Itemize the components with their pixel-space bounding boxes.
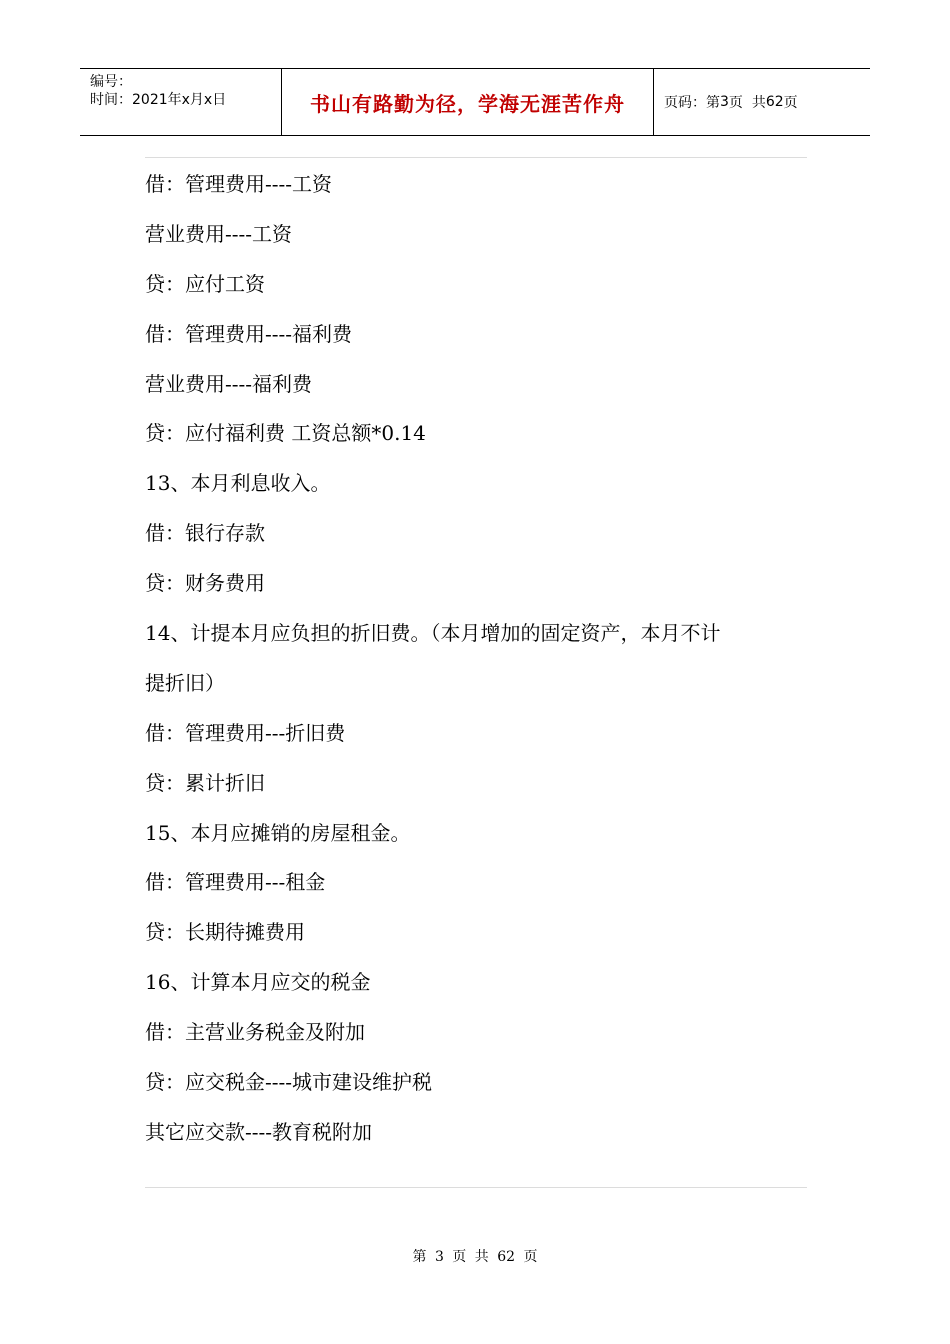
body-line: 16、计算本月应交的税金 xyxy=(145,970,371,995)
page-total: 62 xyxy=(765,94,784,110)
body-line: 借：银行存款 xyxy=(145,521,265,546)
body-line: 贷：财务费用 xyxy=(145,571,265,596)
document-time-label: 时间：2021年x月x日 xyxy=(90,92,227,108)
body-line: 贷：应付福利费 工资总额*0.14 xyxy=(145,421,426,446)
body-line: 13、本月利息收入。 xyxy=(145,471,331,496)
body-line: 贷：应交税金----城市建设维护税 xyxy=(145,1070,433,1095)
header-page-indicator xyxy=(654,69,870,135)
page-prefix: 页码：第 xyxy=(664,95,720,111)
body-line: 借：管理费用----福利费 xyxy=(145,321,353,346)
page-mid: 页 共 xyxy=(728,95,766,111)
top-divider xyxy=(145,157,807,158)
body-line: 提折旧） xyxy=(145,670,225,695)
body-line: 借：主营业务税金及附加 xyxy=(145,1020,365,1045)
body-line: 借：管理费用---租金 xyxy=(145,870,326,895)
body-line: 15、本月应摊销的房屋租金。 xyxy=(145,820,411,845)
body-line: 贷：应付工资 xyxy=(145,271,265,296)
body-line: 贷：累计折旧 xyxy=(145,770,265,795)
body-line: 14、计提本月应负担的折旧费。（本月增加的固定资产，本月不计 xyxy=(145,621,721,646)
bottom-divider xyxy=(145,1187,807,1188)
document-body xyxy=(145,160,807,1158)
body-line: 营业费用----福利费 xyxy=(145,371,313,396)
body-line: 其它应交款----教育税附加 xyxy=(145,1119,373,1144)
body-line: 营业费用----工资 xyxy=(145,221,293,246)
document-number-label: 编号： xyxy=(90,74,132,90)
page-footer: 第 3 页 共 62 页 xyxy=(412,1249,538,1265)
page-header xyxy=(80,68,870,136)
body-line: 借：管理费用----工资 xyxy=(145,172,333,196)
header-meta xyxy=(80,69,282,135)
header-motto: 书山有路勤为径，学海无涯苦作舟 xyxy=(282,69,654,135)
body-line: 借：管理费用---折旧费 xyxy=(145,720,346,745)
page-suffix: 页 xyxy=(783,95,798,111)
page-current: 3 xyxy=(720,94,729,110)
body-line: 贷：长期待摊费用 xyxy=(145,920,305,945)
